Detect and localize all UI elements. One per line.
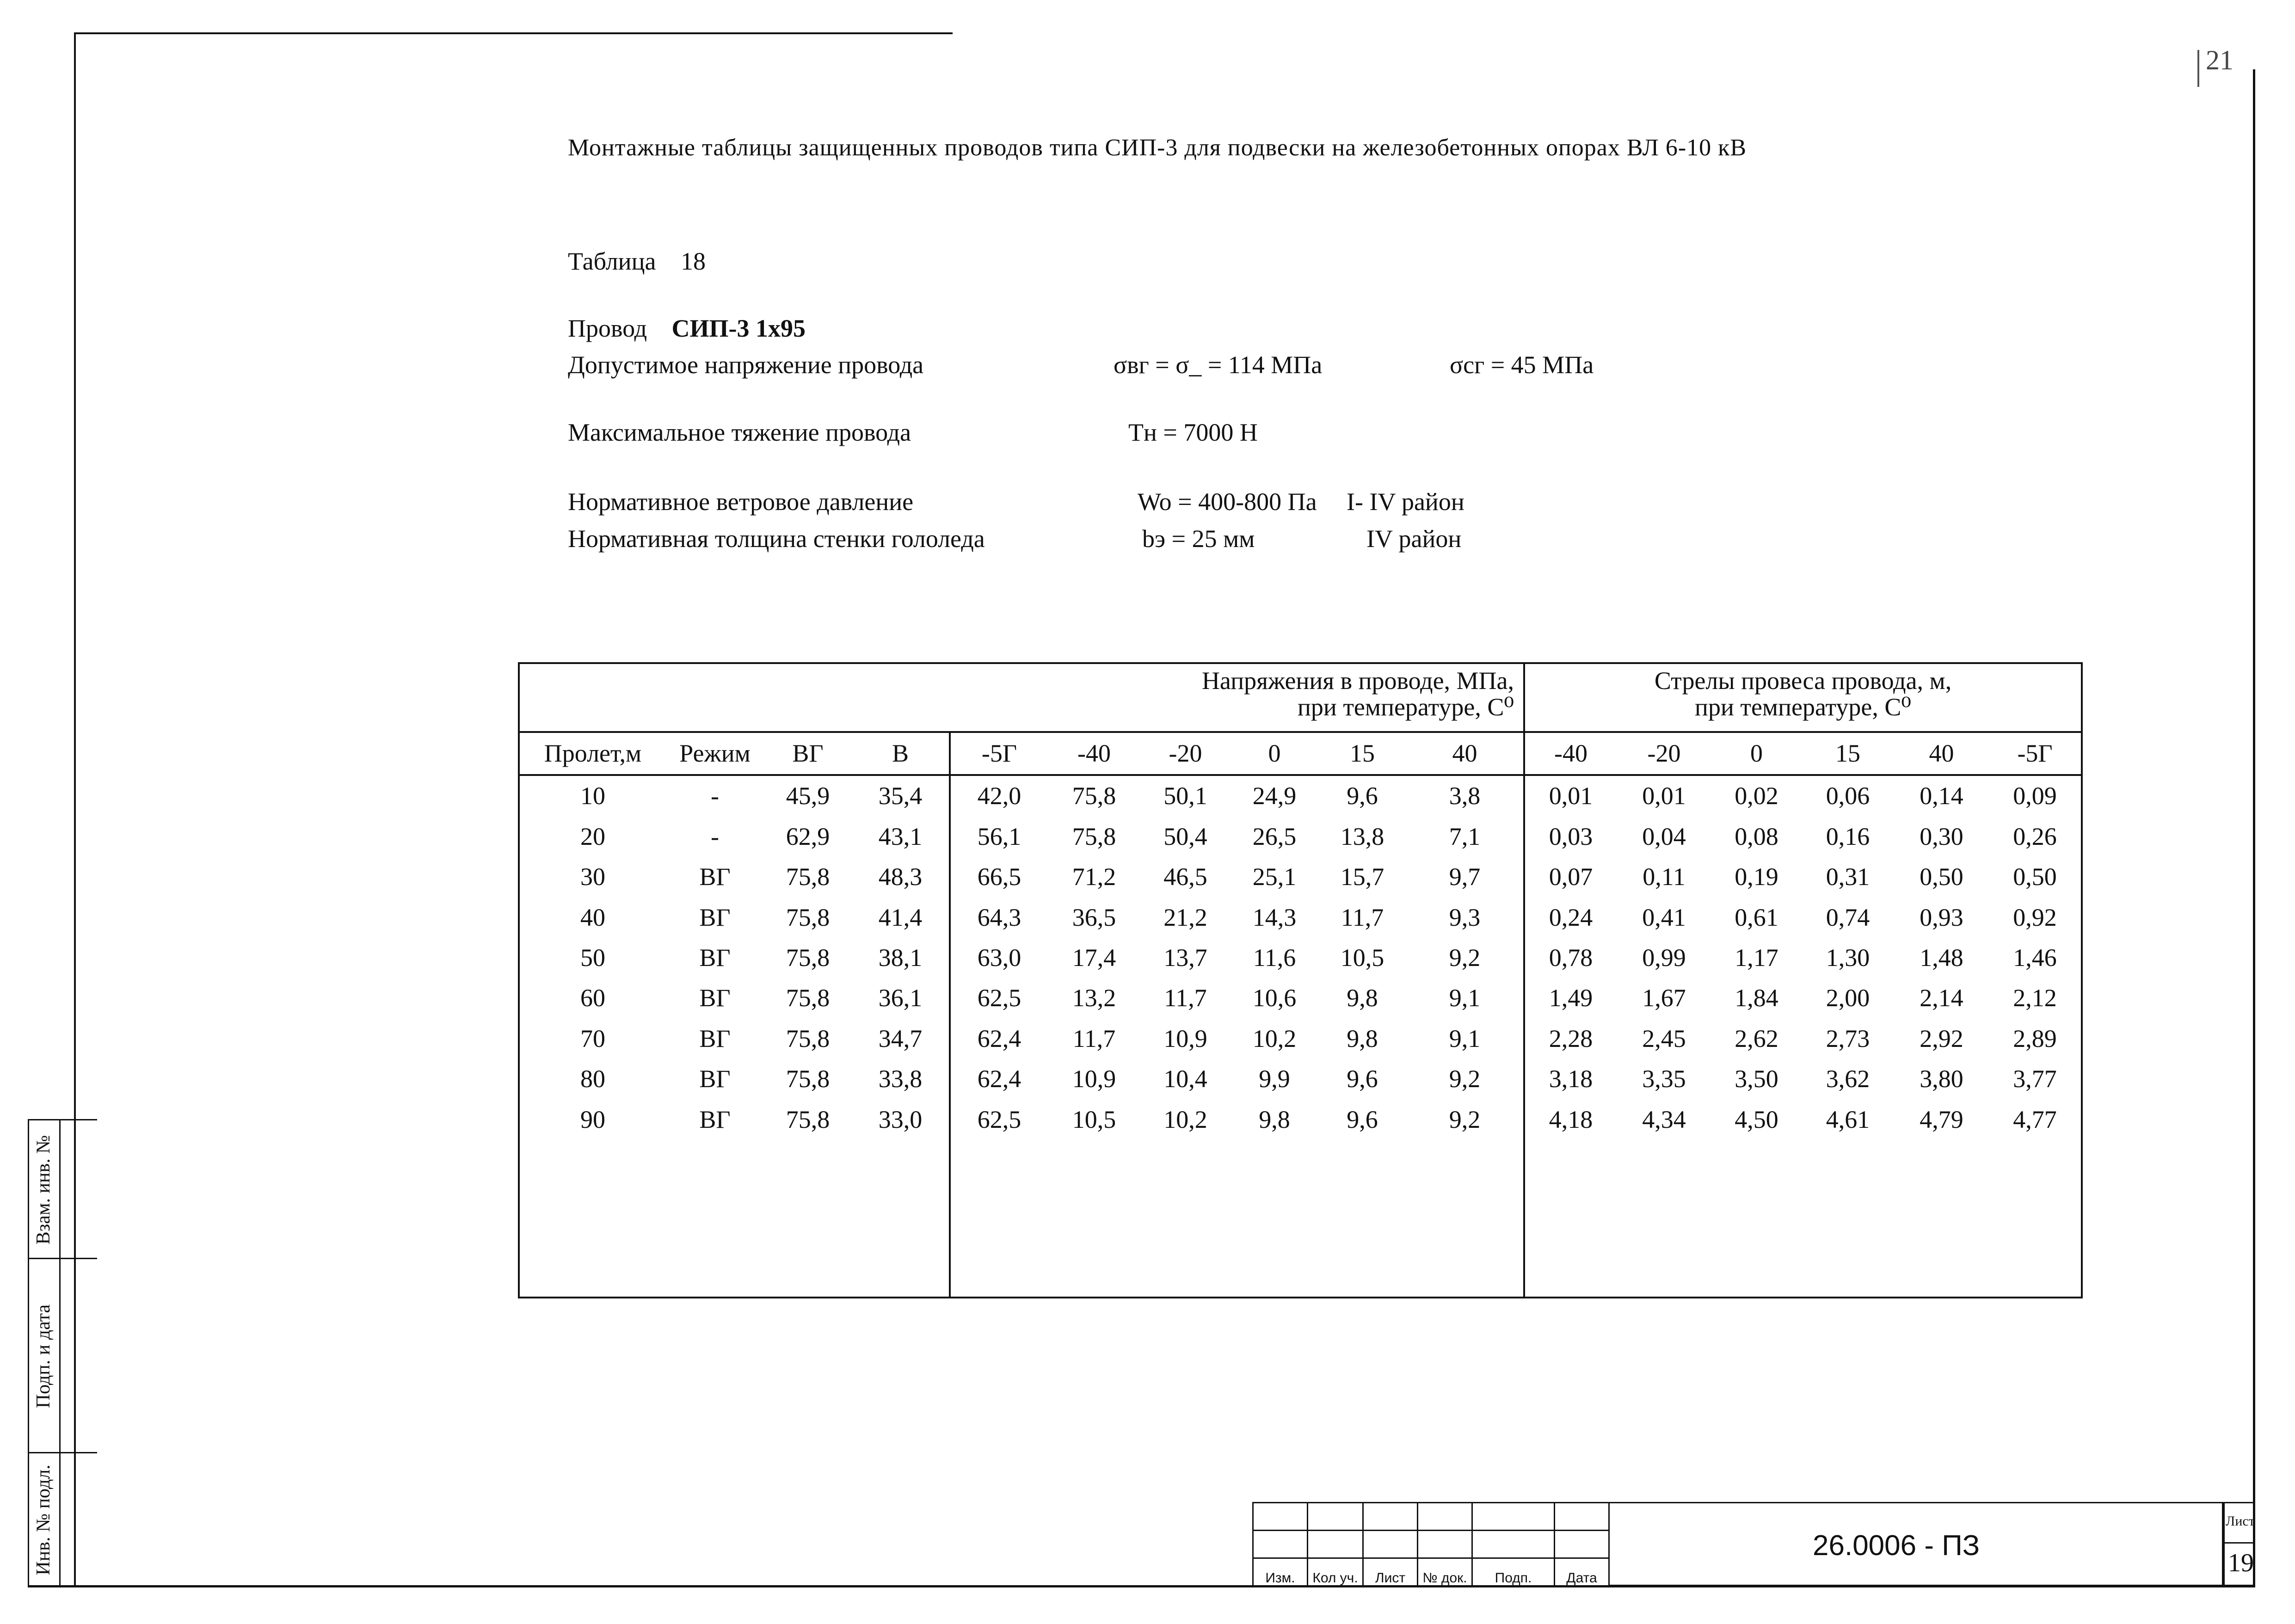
inv-podl-label: Инв. № подл. [33,1464,54,1575]
filler-cell [1140,1140,1231,1298]
col-header: -5Г [1989,732,2082,775]
table-cell: 4,50 [1735,1105,1778,1133]
table-cell: 0,03 [1524,816,1617,856]
table-cell: 1,48 [1920,944,1963,972]
table-cell: 34,7 [878,1024,923,1052]
col-header: 15 [1802,732,1894,775]
table-cell: 15,7 [1340,863,1384,891]
col-header: В [852,732,950,775]
table-filler-row [519,1140,2082,1298]
max-tension-label: Максимальное тяжение провода [568,418,911,446]
table-cell: 75,8 [786,1105,830,1133]
table-cell: 0,26 [1989,816,2082,856]
table-cell: 46,5 [1163,863,1207,891]
col-header: -40 [1524,732,1617,775]
table-cell: 9,6 [1347,782,1378,810]
stamp-cell [1472,1531,1555,1558]
filler-cell [1711,1140,1802,1298]
table-cell: 90 [519,1099,666,1140]
table-cell: 1,49 [1524,978,1617,1018]
table-cell: 10,2 [1163,1105,1207,1133]
table-cell: 80 [519,1059,666,1099]
filler-cell [950,1140,1048,1298]
table-cell: 1,30 [1826,944,1870,972]
table-cell: 7,1 [1449,822,1481,850]
stamp-col-label: Кол уч. [1308,1558,1363,1587]
table-cell: 2,12 [1989,978,2082,1018]
table-cell: 0,61 [1735,903,1778,931]
table-cell: 0,09 [1989,775,2082,816]
table-cell: 2,45 [1642,1024,1686,1052]
table-label-text: Таблица [568,247,656,275]
stamp-col-label: Лист [1363,1558,1418,1587]
table-cell: 2,28 [1524,1018,1617,1058]
table-cell: 9,6 [1347,1065,1378,1093]
revision-stamp [1252,1502,1610,1587]
table-row [519,937,2082,978]
table-cell: 36,5 [1072,903,1116,931]
table-cell: 3,80 [1920,1065,1963,1093]
table-cell: 42,0 [950,775,1048,816]
filler-cell [1406,1140,1524,1298]
table-cell: 62,4 [950,1018,1048,1058]
filler-cell [1894,1140,1989,1298]
table-row [519,816,2082,856]
stamp-col-label: Подп. [1472,1558,1555,1587]
filler-cell [1048,1140,1140,1298]
max-tension-value: Тн = 7000 Н [1128,418,1258,446]
table-cell: 45,9 [786,782,830,810]
table-cell: 36,1 [878,984,923,1012]
wind-region: I- IV район [1347,488,1464,516]
table-cell: 62,5 [950,978,1048,1018]
stamp-cell [1253,1503,1308,1531]
table-cell: 30 [519,857,666,897]
table-cell: 2,62 [1735,1024,1778,1052]
allowed-stress-value: σвг = σ_ = 114 МПа [1114,351,1323,379]
column-header-row [519,732,2082,775]
col-header: 40 [1894,732,1989,775]
table-body [519,775,2082,1140]
table-cell: 3,50 [1735,1065,1778,1093]
table-cell: 62,4 [950,1059,1048,1099]
table-cell: 75,8 [1072,822,1116,850]
sag-group-line2: при температуре, С⁰ [1695,693,1912,721]
table-cell: 10,2 [1252,1024,1297,1052]
filler-cell [519,1140,666,1298]
table-cell: 75,8 [786,944,830,972]
table-cell: 0,30 [1920,822,1963,850]
table-cell: 9,2 [1449,1065,1481,1093]
table-cell: 9,2 [1449,1105,1481,1133]
table-cell: 63,0 [950,937,1048,978]
table-cell: 10 [519,775,666,816]
table-cell: 1,67 [1642,984,1686,1012]
mounting-table [518,662,2083,1298]
table-cell: 56,1 [950,816,1048,856]
table-cell: 11,7 [1164,984,1207,1012]
table-cell: 41,4 [878,903,923,931]
table-cell: 35,4 [878,782,923,810]
stamp-cell [1555,1503,1609,1531]
table-cell: 9,6 [1347,1105,1378,1133]
table-cell: 9,8 [1347,1024,1378,1052]
table-cell: 9,1 [1449,984,1481,1012]
table-cell: 0,02 [1735,782,1778,810]
sag-group-line1: Стрелы провеса провода, м, [1654,667,1952,695]
table-cell: 13,2 [1072,984,1116,1012]
filler-cell [1989,1140,2082,1298]
table-cell: ВГ [699,944,731,972]
table-cell: 0,31 [1826,863,1870,891]
wire-name: СИП-3 1х95 [671,314,806,342]
table-number: 18 [680,247,706,275]
table-cell: 33,8 [878,1065,923,1093]
table-cell: 1,17 [1735,944,1778,972]
stamp-cell [1253,1531,1308,1558]
col-header: 15 [1318,732,1406,775]
table-cell: 0,92 [1989,897,2082,937]
table-row [519,897,2082,937]
table-cell: 62,9 [786,822,830,850]
table-cell: 13,7 [1163,944,1207,972]
side-stamp-sep-2 [28,1452,97,1453]
table-cell: ВГ [699,1105,731,1133]
stamp-cell [1363,1531,1418,1558]
table-cell: 4,34 [1642,1105,1686,1133]
col-header: -20 [1617,732,1711,775]
table-cell: 24,9 [1252,782,1297,810]
table-cell: 20 [519,816,666,856]
table-row [519,1099,2082,1140]
table-cell: 0,01 [1524,775,1617,816]
table-cell: 2,00 [1826,984,1870,1012]
col-header: -20 [1140,732,1231,775]
wind-value: Wo = 400-800 Па [1138,488,1317,516]
table-cell: 40 [519,897,666,937]
table-cell: 0,78 [1524,937,1617,978]
table-cell: 26,5 [1252,822,1297,850]
table-cell: 11,7 [1072,1024,1116,1052]
table-cell: 10,9 [1163,1024,1207,1052]
table-cell: ВГ [699,984,731,1012]
table-cell: 60 [519,978,666,1018]
table-cell: 3,18 [1524,1059,1617,1099]
stamp-cell [1308,1531,1363,1558]
col-header: 40 [1406,732,1524,775]
table-cell: 50 [519,937,666,978]
table-cell: 2,14 [1920,984,1963,1012]
table-cell: 2,89 [1989,1018,2082,1058]
table-cell: 75,8 [786,903,830,931]
filler-cell [764,1140,852,1298]
ice-label: Нормативная толщина стенки гололеда [568,525,985,553]
table-cell: 48,3 [878,863,923,891]
sigma-sg-value: σсг = 45 МПа [1450,351,1594,379]
table-cell: ВГ [699,863,731,891]
table-cell: - [711,822,719,850]
table-cell: 70 [519,1018,666,1058]
filler-cell [852,1140,950,1298]
table-cell: 9,9 [1259,1065,1290,1093]
podp-data-label: Подп. и дата [33,1304,54,1409]
table-cell: 25,1 [1252,863,1297,891]
table-cell: ВГ [699,903,731,931]
table-cell: 11,6 [1253,944,1296,972]
table-cell: 66,5 [950,857,1048,897]
side-stamp-sep-1 [28,1258,97,1259]
col-header: 0 [1711,732,1802,775]
ice-value: bэ = 25 мм [1142,525,1255,553]
table-cell: 4,79 [1920,1105,1963,1133]
table-cell: 0,41 [1642,903,1686,931]
allowed-stress-label: Допустимое напряжение провода [568,351,924,379]
stress-group-header [519,663,1524,732]
sheet-box-divider [2223,1542,2255,1544]
filler-cell [1617,1140,1711,1298]
stamp-cell [1308,1503,1363,1531]
table-cell: 75,8 [786,1024,830,1052]
table-cell: 10,4 [1163,1065,1207,1093]
stamp-cell [1363,1503,1418,1531]
sheet-number: 19 [2228,1549,2254,1577]
table-cell: 0,24 [1524,897,1617,937]
table-cell: 50,1 [1163,782,1207,810]
table-cell: 17,4 [1072,944,1116,972]
sag-group-header [1524,663,2082,732]
table-cell: 0,01 [1642,782,1686,810]
table-cell: 75,8 [786,984,830,1012]
table-cell: 0,16 [1826,822,1870,850]
table-cell: 10,9 [1072,1065,1116,1093]
table-cell: ВГ [699,1024,731,1052]
table-cell: 10,5 [1072,1105,1116,1133]
filler-cell [1802,1140,1894,1298]
table-cell: 38,1 [878,944,923,972]
table-cell: 3,8 [1449,782,1481,810]
wire-line [568,316,806,341]
wind-label: Нормативное ветровое давление [568,488,914,516]
table-cell: 4,18 [1524,1099,1617,1140]
table-cell: 0,04 [1642,822,1686,850]
table-cell: 21,2 [1163,903,1207,931]
table-cell: 1,46 [1989,937,2082,978]
col-header: ВГ [764,732,852,775]
table-cell: 2,73 [1826,1024,1870,1052]
table-cell: 10,6 [1252,984,1297,1012]
col-header: Пролет,м [519,732,666,775]
stamp-cell [1555,1531,1609,1558]
stamp-cell [1472,1503,1555,1531]
table-cell: 2,92 [1920,1024,1963,1052]
col-header: Режим [666,732,764,775]
doc-title: Монтажные таблицы защищенных проводов типа СИП-3 для подвески на железобетонных опорах ВЛ 6-10 кВ [568,135,1747,161]
vzam-inv-label: Взам. инв. № [33,1135,54,1245]
table-cell: 50,4 [1163,822,1207,850]
table-cell: - [711,782,719,810]
table-cell: 9,2 [1449,944,1481,972]
table-cell: 0,50 [1920,863,1963,891]
filler-cell [1524,1140,1617,1298]
table-cell: 75,8 [1072,782,1116,810]
col-header: -40 [1048,732,1140,775]
table-cell: 9,8 [1347,984,1378,1012]
table-cell: 75,8 [786,863,830,891]
ice-region: IV район [1366,525,1462,553]
table-cell: 0,50 [1989,857,2082,897]
corner-mark: 21 [2206,45,2233,75]
table-cell: 0,11 [1643,863,1686,891]
table-cell: 4,61 [1826,1105,1870,1133]
stamp-cell [1418,1503,1472,1531]
table-cell: 62,5 [950,1099,1048,1140]
table-cell: 3,62 [1826,1065,1870,1093]
stamp-col-label: № док. [1418,1558,1472,1587]
table-cell: 9,3 [1449,903,1481,931]
table-cell: 0,93 [1920,903,1963,931]
filler-cell [1318,1140,1406,1298]
table-cell: 33,0 [878,1105,923,1133]
table-row [519,1018,2082,1058]
stress-group-line2: при температуре, С⁰ [1298,693,1514,721]
stamp-col-label: Изм. [1253,1558,1308,1587]
table-cell: 1,84 [1735,984,1778,1012]
table-cell: 11,7 [1341,903,1384,931]
table-row [519,978,2082,1018]
table-cell: 64,3 [950,897,1048,937]
doc-code: 26.0006 - ПЗ [1813,1530,1980,1562]
table-cell: 0,08 [1735,822,1778,850]
table-cell: 14,3 [1252,903,1297,931]
table-cell: 0,06 [1826,782,1870,810]
table-cell: 3,77 [1989,1059,2082,1099]
filler-cell [666,1140,764,1298]
table-cell: 3,35 [1642,1065,1686,1093]
table-cell: 9,1 [1449,1024,1481,1052]
table-cell: 71,2 [1072,863,1116,891]
table-cell: 0,74 [1826,903,1870,931]
col-header: 0 [1231,732,1318,775]
col-header: -5Г [950,732,1048,775]
table-cell: 10,5 [1340,944,1384,972]
table-cell: 43,1 [878,822,923,850]
filler-cell [1231,1140,1318,1298]
sheet-label: Лист [2226,1513,2255,1529]
table-cell: 9,7 [1449,863,1481,891]
table-cell: 0,99 [1642,944,1686,972]
stamp-cell [1418,1531,1472,1558]
table-cell: 0,14 [1920,782,1963,810]
table-cell: 0,07 [1524,857,1617,897]
table-row [519,1059,2082,1099]
corner-mark-bracket [2197,50,2199,87]
stress-group-line1: Напряжения в проводе, МПа, [1201,667,1514,695]
table-row [519,775,2082,816]
wire-label: Провод [568,314,647,342]
table-cell: 13,8 [1340,822,1384,850]
table-cell: 75,8 [786,1065,830,1093]
frame-top-line [74,32,953,34]
table-cell: ВГ [699,1065,731,1093]
table-row [519,857,2082,897]
table-cell: 4,77 [1989,1099,2082,1140]
frame-right-line [2253,69,2255,1586]
table-label [568,249,706,274]
stamp-col-label: Дата [1555,1558,1609,1587]
side-stamp-divider [59,1119,61,1586]
table-cell: 0,19 [1735,863,1778,891]
table-cell: 9,8 [1259,1105,1290,1133]
